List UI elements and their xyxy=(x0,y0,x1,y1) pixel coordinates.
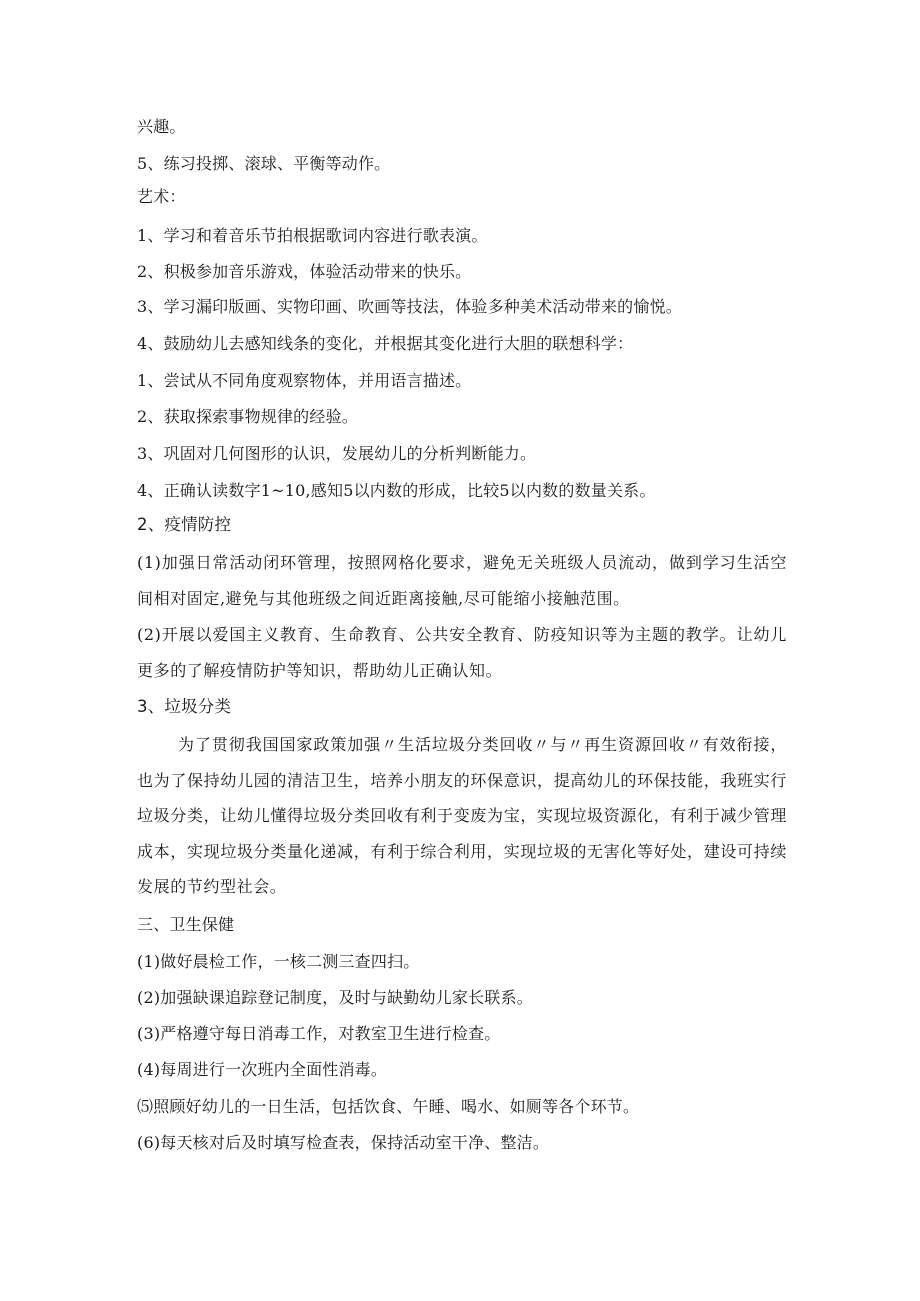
text-line: 2、获取探索事物规律的经验。 xyxy=(137,407,358,426)
health-item: ⑸照顾好幼儿的一日生活，包括饮食、午睡、喝水、如厕等各个环节。 xyxy=(137,1097,640,1116)
text-line: 2、积极参加音乐游戏，体验活动带来的快乐。 xyxy=(137,262,472,281)
paragraph-garbage: 为了贯彻我国国家政策加强〃生活垃圾分类回收〃与〃再生资源回收〃有效衔接，也为了保持幼儿园的清洁卫生，培养小朋友的环保意识，提高幼儿的环保技能，我班实行垃圾分类，让幼儿懂得垃圾分类回收有利于变废为宝，实现垃圾资源化，有利于减少管理成本，实现垃圾分类量化递减，有利于综合利用，实现垃圾的无害化等好处，建设可持续发展的节约型社会。 xyxy=(137,735,787,896)
heading-garbage-sorting: 3、垃圾分类 xyxy=(137,697,232,716)
paragraph-epidemic-1: (1)加强日常活动闭环管理，按照网格化要求，避免无关班级人员流动，做到学习生活空间相对固定,避免与其他班级之间近距离接触,尽可能缩小接触范围。 xyxy=(137,553,787,608)
text-line: 1、学习和着音乐节拍根据歌词内容进行歌表演。 xyxy=(137,226,488,245)
health-item: (2)加强缺课追踪登记制度，及时与缺勤幼儿家长联系。 xyxy=(137,988,533,1007)
heading-health-care: 三、卫生保健 xyxy=(137,915,235,934)
health-item: (4)每周进行一次班内全面性消毒。 xyxy=(137,1060,388,1079)
text-line: 1、尝试从不同角度观察物体，并用语言描述。 xyxy=(137,371,472,390)
text-line: 3、巩固对几何图形的认识，发展幼儿的分析判断能力。 xyxy=(137,444,537,463)
paragraph-epidemic-2: (2)开展以爱国主义教育、生命教育、公共安全教育、防疫知识等为主题的教学。让幼儿更多的了解疫情防护等知识，帮助幼儿正确认知。 xyxy=(137,625,787,680)
health-item: (3)严格遵守每日消毒工作，对教室卫生进行检查。 xyxy=(137,1024,501,1043)
text-line: 3、学习漏印版画、实物印画、吹画等技法，体验多种美术活动带来的愉悦。 xyxy=(137,297,682,316)
text-line: 5、练习投掷、滚球、平衡等动作。 xyxy=(137,154,391,173)
section-label-art: 艺术： xyxy=(137,187,186,206)
health-item: (1)做好晨检工作，一核二测三查四扫。 xyxy=(137,952,420,971)
text-line: 兴趣。 xyxy=(137,117,186,136)
heading-epidemic-control: 2、疫情防控 xyxy=(137,515,232,534)
text-line: 4、正确认读数字1~10,感知5以内数的形成，比较5以内数的数量关系。 xyxy=(137,481,656,500)
text-line: 4、鼓励幼儿去感知线条的变化，并根据其变化进行大胆的联想科学： xyxy=(137,334,634,353)
health-item: (6)每天核对后及时填写检查表，保持活动室干净、整洁。 xyxy=(137,1133,550,1152)
